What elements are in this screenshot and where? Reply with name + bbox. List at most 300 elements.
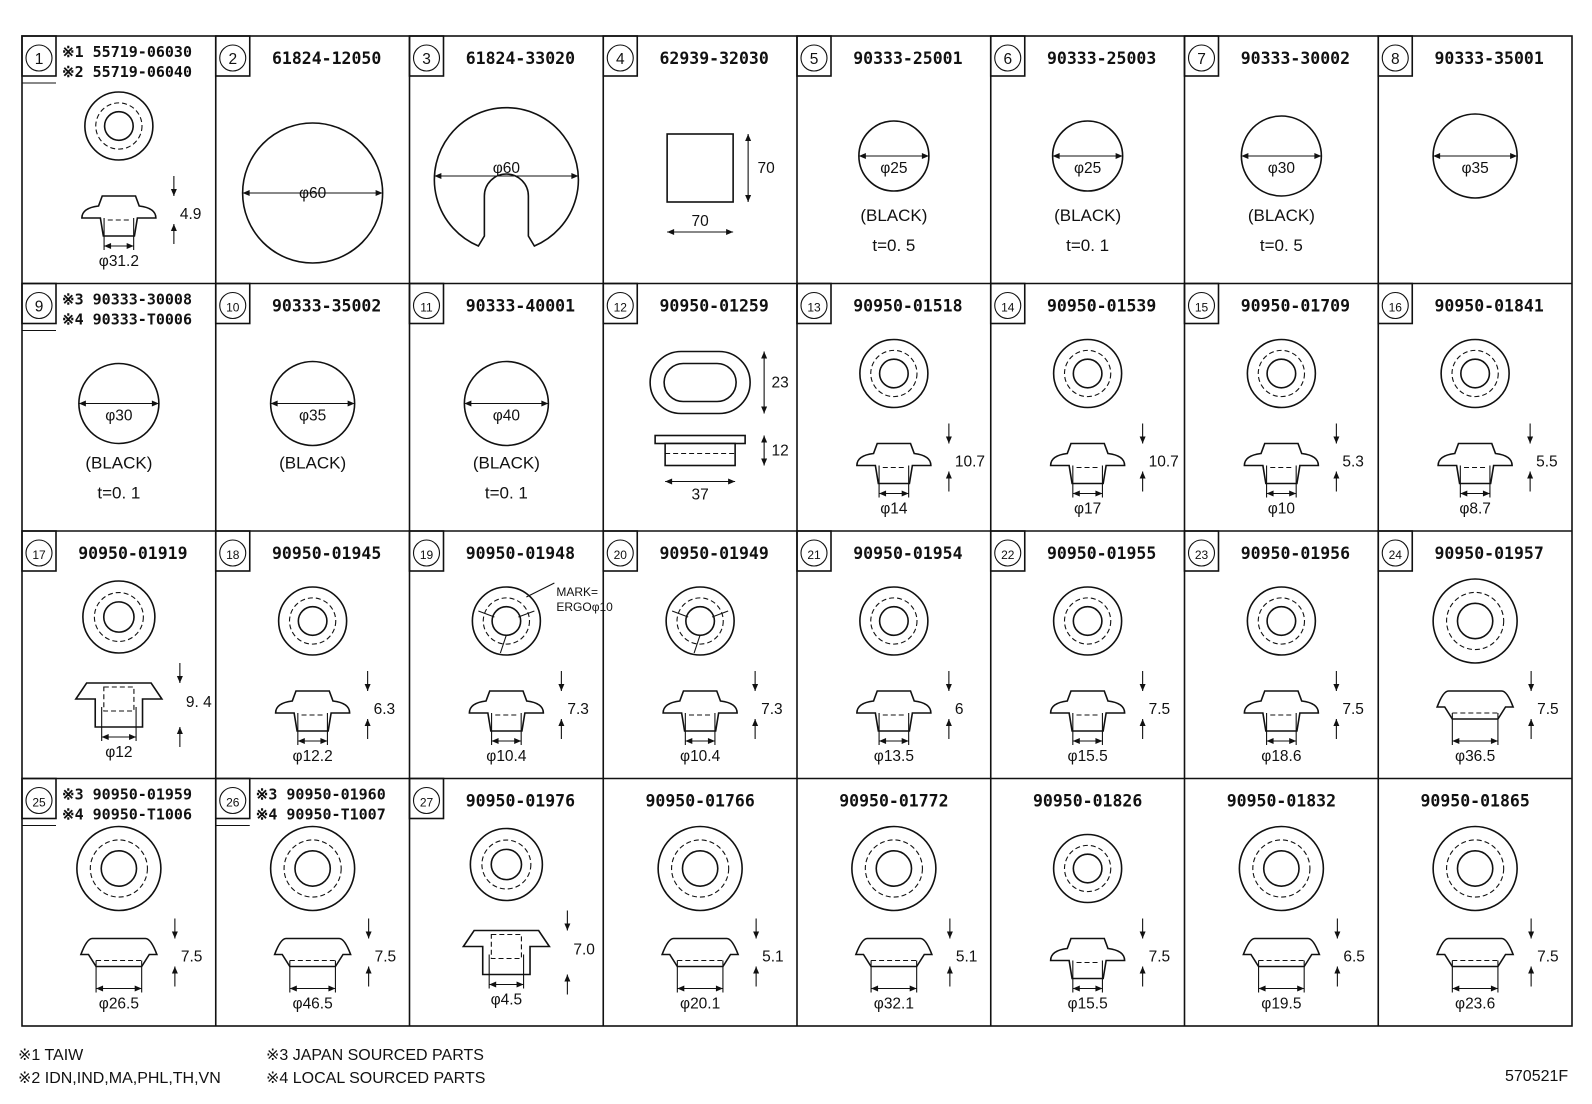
dim-label: 70 [691, 213, 709, 230]
arrow-head [558, 719, 564, 726]
arrow-head [1334, 967, 1340, 974]
part-cell-18 [216, 531, 395, 765]
arrow-head [366, 932, 372, 939]
color-label: (BLACK) [279, 453, 347, 473]
mark-label: MARK= [556, 585, 599, 599]
height-label: 6.5 [1343, 948, 1365, 966]
arrow-head [1140, 472, 1146, 479]
dashed-ring [1447, 840, 1504, 897]
part-code: 61824-12050 [271, 49, 382, 68]
inner-ring [1267, 607, 1296, 636]
part-cell-23 [1185, 531, 1364, 765]
diameter-label: φ17 [1073, 500, 1102, 518]
arrow-head [922, 153, 929, 159]
dashed-ring [865, 840, 922, 897]
part-cell-7 [1185, 36, 1351, 255]
part-number: 26 [226, 795, 240, 810]
part-cell-4 [603, 36, 775, 235]
part-number: 10 [226, 300, 240, 315]
inner-ring [1457, 851, 1492, 886]
dim-label: φ30 [105, 407, 133, 425]
part-code: 90950-01954 [853, 544, 963, 563]
outer-ring [1054, 835, 1122, 903]
square-plate [667, 134, 733, 202]
arrow-head [172, 932, 178, 939]
part-code: 90950-01539 [1046, 296, 1157, 316]
arrow-head [104, 243, 111, 249]
height-label: 9. 4 [185, 694, 212, 711]
part-number: 23 [1194, 548, 1209, 562]
part-number: 16 [1388, 300, 1402, 315]
arrow-head [1073, 491, 1080, 497]
inner-ring [880, 359, 909, 388]
part-cell-13 [797, 284, 985, 518]
arrow-head [761, 459, 767, 466]
thickness-label: t=0. 1 [1066, 236, 1110, 255]
inner-ring [1073, 854, 1102, 883]
outer-ring [1247, 340, 1315, 408]
part-code: 90950-01956 [1240, 544, 1351, 563]
part-number: 12 [613, 300, 627, 315]
part-code: ※2 55719-06040 [62, 63, 192, 81]
arrow-head [298, 738, 305, 744]
diameter-label: φ12.2 [292, 748, 333, 765]
footnote-1: ※1 TAIW [18, 1047, 84, 1064]
dim-label: φ30 [1267, 160, 1296, 177]
arrow-head [685, 738, 692, 744]
outer-ring [85, 92, 153, 160]
diameter-label: φ10.4 [486, 748, 527, 765]
dim-label: 23 [771, 374, 789, 392]
arrow-head [716, 986, 723, 992]
arrow-head [946, 719, 952, 726]
dashed-ring [871, 350, 917, 396]
part-cell-8 [1378, 36, 1544, 198]
dashed-ring [284, 840, 341, 897]
part-number: 11 [420, 300, 433, 315]
height-label: 5.5 [1536, 453, 1558, 471]
arrow-head [172, 967, 178, 974]
part-code: 90333-25003 [1046, 49, 1157, 68]
arrow-head [376, 190, 383, 196]
part-number: 25 [32, 795, 46, 810]
arrow-head [1528, 684, 1534, 691]
dim-label: φ35 [298, 407, 327, 425]
dashed-ring [677, 598, 723, 644]
outer-ring [83, 581, 155, 653]
arrow-head [665, 479, 672, 485]
dashed-ring [482, 840, 531, 889]
outer-ring [860, 340, 928, 408]
outer-ring [666, 587, 734, 655]
part-cell-26 [216, 779, 396, 1013]
part-code: 90333-25001 [853, 49, 963, 68]
part-cell-1 [22, 36, 201, 270]
arrow-head [947, 967, 953, 974]
arrow-head [1333, 437, 1339, 444]
side-profile [469, 691, 543, 731]
dashed-ring [96, 103, 142, 149]
arrow-head [947, 932, 953, 939]
outer-ring [1433, 827, 1517, 911]
part-code: 90950-01766 [645, 791, 755, 811]
part-code: ※3 90950-01960 [255, 785, 386, 804]
arrow-head [1259, 986, 1266, 992]
part-code: 62939-32030 [659, 49, 769, 68]
arrow-head [129, 734, 136, 740]
arrow-head [1073, 738, 1080, 744]
outer-ring [860, 587, 928, 655]
part-number: 8 [1390, 51, 1400, 68]
side-profile [857, 444, 931, 484]
part-number: 1 [34, 51, 44, 68]
height-label: 7.5 [374, 948, 397, 966]
arrow-head [1333, 684, 1339, 691]
part-cell-90950-01832 [1227, 792, 1365, 1013]
arrow-head [761, 407, 767, 414]
part-number: 21 [807, 548, 821, 562]
arrow-head [1483, 491, 1490, 497]
arrow-head [171, 189, 177, 196]
arrow-head [1241, 153, 1248, 159]
arrow-head [761, 352, 767, 359]
part-cell-19 [410, 531, 614, 765]
outer-ring [271, 827, 355, 911]
diameter-label: φ12 [105, 744, 133, 761]
part-code: 90333-35001 [1434, 49, 1544, 68]
arrow-head [1333, 472, 1339, 479]
arrow-head [1314, 153, 1321, 159]
part-cell-25 [22, 779, 202, 1013]
diameter-label: φ15.5 [1067, 995, 1108, 1013]
arrow-head [1452, 738, 1459, 744]
part-cell-90950-01826 [1033, 792, 1170, 1013]
inner-ring [492, 607, 521, 636]
arrow-head [541, 401, 548, 407]
side-profile [463, 931, 549, 975]
flange [655, 436, 745, 444]
arrow-head [677, 986, 684, 992]
height-label: 7.5 [1342, 701, 1364, 718]
arrow-head [1527, 472, 1533, 479]
color-label: (BLACK) [860, 206, 928, 225]
part-code: 90950-01948 [465, 544, 576, 563]
diameter-label: φ36.5 [1455, 748, 1496, 765]
part-code: 90950-01772 [839, 791, 949, 811]
inner-ring [1457, 603, 1492, 638]
diameter-label: φ32.1 [873, 995, 914, 1013]
part-cell-90950-01766 [645, 792, 783, 1013]
diameter-label: φ14 [880, 500, 908, 518]
dashed-ring [1258, 350, 1304, 396]
web-line [712, 611, 728, 617]
diameter-label: φ20.1 [680, 995, 721, 1013]
footnote-3: ※3 JAPAN SOURCED PARTS [266, 1047, 484, 1064]
part-code: ※3 90333-30008 [62, 290, 192, 309]
part-code: 90950-01945 [271, 544, 382, 563]
side-profile [1438, 444, 1512, 484]
dashed-ring [90, 840, 147, 897]
arrow-head [1140, 932, 1146, 939]
inner-ring [1073, 607, 1102, 636]
arrow-head [752, 684, 758, 691]
dim-label: 12 [771, 442, 789, 460]
height-label: 7.5 [1537, 948, 1559, 966]
arrow-head [946, 437, 952, 444]
dashed-ring [1065, 598, 1111, 644]
dim-label: φ25 [880, 160, 908, 177]
arrow-head [434, 173, 441, 179]
diameter-label: φ23.6 [1455, 995, 1496, 1013]
drawing-code: 570521F [1505, 1068, 1569, 1085]
part-cell-9 [22, 284, 192, 503]
arrow-head [1460, 491, 1467, 497]
arrow-head [1491, 738, 1498, 744]
arrow-head [171, 224, 177, 231]
part-cell-90950-01772 [839, 792, 977, 1013]
thickness-label: t=0. 5 [872, 236, 916, 255]
dashed-ring [94, 593, 143, 642]
diameter-label: φ31.2 [98, 253, 139, 270]
dim-label: φ40 [492, 407, 521, 425]
oval-outer [650, 352, 750, 414]
part-cell-90950-01865 [1420, 792, 1558, 1013]
arrow-head [761, 436, 767, 443]
height-label: 10.7 [954, 453, 986, 471]
part-number: 14 [1001, 300, 1015, 315]
part-code: 90950-01957 [1434, 544, 1544, 563]
part-number: 2 [228, 51, 238, 68]
part-code: 90950-01841 [1434, 296, 1544, 316]
arrow-head [514, 738, 521, 744]
web-line [518, 611, 534, 617]
arrow-head [879, 491, 886, 497]
part-cell-22 [991, 531, 1170, 765]
side-profile [81, 939, 157, 967]
thickness-label: t=0. 1 [484, 483, 528, 503]
inner-ring [298, 607, 327, 636]
diameter-label: φ46.5 [292, 995, 333, 1013]
arrow-head [348, 401, 355, 407]
arrow-head [753, 932, 759, 939]
height-label: 7.5 [1148, 701, 1171, 718]
arrow-head [946, 472, 952, 479]
arrow-head [271, 401, 278, 407]
part-number: 13 [807, 300, 821, 315]
part-code: 90950-01832 [1226, 791, 1337, 811]
side-profile [1051, 939, 1125, 979]
part-code: ※3 90950-01959 [62, 785, 192, 804]
footnote-2: ※2 IDN,IND,MA,PHL,TH,VN [18, 1070, 221, 1087]
arrow-head [1140, 719, 1146, 726]
arrow-head [177, 727, 183, 734]
arrow-head [1528, 719, 1534, 726]
mark-label: ERGOφ10 [556, 600, 613, 614]
arrow-head [708, 738, 715, 744]
inner-ring [1267, 359, 1296, 388]
inner-ring [682, 851, 717, 886]
part-number: 17 [32, 548, 46, 562]
inner-ring [1073, 359, 1102, 388]
part-number: 5 [809, 51, 819, 68]
part-cell-17 [22, 531, 212, 761]
arrow-head [1289, 738, 1296, 744]
part-number: 24 [1388, 548, 1402, 562]
arrow-head [464, 401, 471, 407]
leader-line [526, 583, 554, 597]
part-number: 7 [1197, 51, 1206, 68]
height-label: 5.3 [1342, 453, 1364, 471]
diameter-label: φ19.5 [1261, 995, 1302, 1013]
part-cell-15 [1185, 284, 1364, 518]
arrow-head [902, 738, 909, 744]
part-number: 19 [419, 548, 434, 562]
part-cell-20 [603, 531, 782, 765]
dim-label: 37 [691, 486, 709, 504]
arrow-head [753, 967, 759, 974]
part-cell-21 [797, 531, 964, 765]
dim-label: φ60 [492, 160, 521, 177]
arrow-head [1140, 684, 1146, 691]
arrow-head [365, 719, 371, 726]
arrow-head [517, 982, 524, 988]
part-number: 3 [422, 51, 431, 68]
arrow-head [177, 676, 183, 683]
arrow-head [1053, 153, 1060, 159]
arrow-head [859, 153, 866, 159]
inner-ring [105, 112, 134, 141]
outer-ring [1054, 587, 1122, 655]
outer-ring [1239, 827, 1323, 911]
arrow-head [102, 734, 109, 740]
inner-ring [1264, 851, 1299, 886]
diameter-label: φ18.6 [1261, 748, 1302, 765]
arrow-head [152, 401, 159, 407]
part-number: 18 [226, 548, 240, 562]
diameter-label: φ26.5 [98, 995, 139, 1013]
arrow-head [1510, 153, 1517, 159]
arrow-head [902, 491, 909, 497]
body [665, 444, 735, 466]
dashed-ring [1065, 845, 1111, 891]
part-code: ※4 90950-T1006 [62, 805, 192, 824]
part-code: ※1 55719-06030 [62, 43, 192, 61]
outer-ring [1433, 579, 1517, 663]
part-cell-10 [216, 284, 382, 473]
footnote-4: ※4 LOCAL SOURCED PARTS [266, 1070, 486, 1087]
side-profile [1437, 939, 1513, 967]
side-profile [1051, 444, 1125, 484]
part-cell-3 [410, 36, 579, 246]
arrow-head [1297, 986, 1304, 992]
part-cell-14 [991, 284, 1179, 518]
color-label: (BLACK) [85, 453, 153, 473]
dashed-ring [1253, 840, 1310, 897]
dashed-ring [1258, 598, 1304, 644]
arrow-head [1116, 153, 1123, 159]
outer-ring [472, 587, 540, 655]
inner-ring [1461, 359, 1490, 388]
outer-ring [852, 827, 936, 911]
arrow-head [365, 684, 371, 691]
part-number: 22 [1001, 548, 1015, 562]
part-cell-2 [216, 36, 383, 263]
arrow-head [1452, 986, 1459, 992]
diameter-label: φ10 [1267, 500, 1296, 518]
part-cell-6 [991, 36, 1157, 255]
side-profile [857, 691, 931, 731]
part-code: 90333-40001 [465, 296, 576, 316]
arrow-head [564, 975, 570, 982]
part-code: 90950-01976 [465, 791, 576, 811]
height-label: 4.9 [179, 206, 202, 223]
dim-label: φ60 [298, 185, 327, 202]
part-cell-12 [603, 284, 789, 504]
part-code: 90333-35002 [271, 296, 382, 316]
outer-ring [658, 827, 742, 911]
arrow-head [328, 986, 335, 992]
part-cell-27 [410, 779, 596, 1009]
inner-ring [880, 607, 909, 636]
dashed-ring [483, 598, 529, 644]
arrow-head [127, 243, 134, 249]
arrow-head [1333, 719, 1339, 726]
arrow-head [726, 229, 733, 235]
part-code: ※4 90950-T1007 [255, 805, 386, 824]
height-label: 5.1 [762, 948, 784, 966]
arrow-head [946, 684, 952, 691]
height-label: 6.3 [373, 701, 396, 718]
arrow-head [1527, 437, 1533, 444]
side-profile [276, 691, 350, 731]
web-line [672, 611, 688, 617]
arrow-head [492, 738, 499, 744]
height-label: 7.5 [1148, 948, 1171, 966]
part-code: 90950-01518 [853, 296, 963, 316]
arrow-head [1267, 738, 1274, 744]
part-code: 90950-01955 [1046, 544, 1157, 563]
height-label: 7.0 [573, 941, 595, 959]
arrow-head [910, 986, 917, 992]
color-label: (BLACK) [472, 453, 540, 473]
side-profile [76, 683, 162, 727]
height-label: 7.3 [761, 701, 783, 718]
height-label: 7.5 [180, 948, 203, 966]
part-cell-11 [410, 284, 576, 503]
height-label: 10.7 [1148, 453, 1179, 471]
arrow-head [489, 982, 496, 988]
arrow-head [667, 229, 674, 235]
arrow-head [1334, 932, 1340, 939]
web-line [478, 611, 494, 617]
arrow-head [879, 738, 886, 744]
oval-inner [664, 364, 736, 402]
dashed-ring [290, 598, 336, 644]
arrow-head [745, 134, 751, 141]
outer-ring [1441, 340, 1509, 408]
outer-ring [470, 829, 542, 901]
arrow-head [871, 986, 878, 992]
part-code: 90950-01826 [1032, 791, 1143, 811]
side-profile [1244, 444, 1318, 484]
arrow-head [1528, 967, 1534, 974]
height-label: 6 [954, 701, 964, 718]
part-code: 90950-01709 [1240, 296, 1351, 316]
arrow-head [1095, 738, 1102, 744]
arrow-head [1267, 491, 1274, 497]
side-profile [662, 939, 738, 967]
arrow-head [79, 401, 86, 407]
